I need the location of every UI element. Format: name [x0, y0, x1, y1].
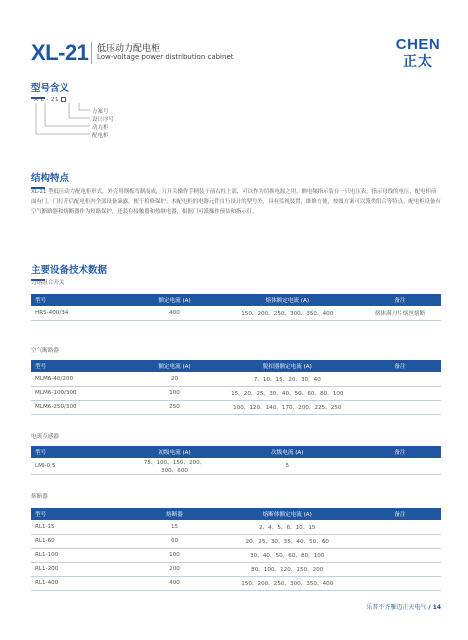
table-header: 备注 — [394, 512, 406, 518]
table-header: 次级电流 (A) — [271, 450, 304, 456]
table-current-transformer — [31, 446, 441, 475]
table-header: 额定电流 (A) — [158, 298, 191, 304]
table-cell: 250 — [134, 400, 216, 414]
header-divider — [91, 42, 92, 64]
table-row — [31, 520, 441, 534]
table-cell: 75、100、150、200、300、600 — [134, 458, 216, 475]
table-knife-fuse-switch — [31, 294, 441, 321]
table-cell: 100、120、140、170、200、225、250 — [216, 400, 360, 414]
code-label-distribution-cabinet: 配电柜 — [92, 133, 109, 139]
table-air-breaker — [31, 360, 441, 415]
table-cell — [359, 400, 441, 414]
table-caption-air-breaker: 空气断路器 — [31, 348, 59, 354]
table-cell: 200 — [134, 562, 216, 576]
table-cell: RL1-100 — [31, 548, 134, 562]
table-cell: LMI-0.5 — [31, 458, 134, 475]
code-label-power-cabinet: 动力柜 — [92, 125, 109, 131]
table-cell: RL1-15 — [31, 520, 134, 534]
table-cell: 100 — [134, 386, 216, 400]
section-heading-model-meaning: 型号含义 — [31, 80, 69, 99]
table-cell: 30、40、50、60、80、100 — [216, 548, 360, 562]
table-cell: 400 — [134, 306, 216, 320]
table-cell: MLM6-100/300 — [31, 386, 134, 400]
table-caption-current-transformer: 电流互感器 — [31, 434, 59, 440]
table-header: 备注 — [394, 364, 406, 370]
table-caption-fuse: 熔断器 — [31, 494, 48, 500]
table-cell: RL1-60 — [31, 534, 134, 548]
table-row — [31, 306, 441, 320]
table-cell: 20、25、30、35、40、50、60 — [216, 534, 360, 548]
table-cell: 2、4、5、6、10、15 — [216, 520, 360, 534]
table-cell: 7、10、15、20、30、40 — [216, 372, 360, 386]
table-fuse — [31, 508, 441, 591]
table-header: 熔体额定电流 (A) — [265, 298, 310, 304]
table-row — [31, 386, 441, 400]
table-cell: 150、200、250、300、350、400 — [216, 576, 360, 590]
logo-chinese: 正太 — [403, 54, 433, 70]
table-cell: 熔体满刀片熔丝熔断 — [359, 306, 441, 320]
section-heading-structure: 结构特点 — [31, 170, 69, 189]
table-cell: 15、20、25、30、40、50、60、80、100 — [216, 386, 360, 400]
table-header: 型号 — [35, 364, 47, 370]
table-row — [31, 372, 441, 386]
title-english: Low-voltage power distribution cabinet — [97, 53, 234, 61]
table-header: 型号 — [35, 450, 47, 456]
table-cell: MLM6-250/300 — [31, 400, 134, 414]
table-cell — [359, 534, 441, 548]
model-code-leader-lines — [34, 97, 94, 147]
table-row — [31, 458, 441, 475]
table-cell — [359, 562, 441, 576]
table-cell: HR5-400/34 — [31, 306, 134, 320]
table-cell: 150、200、250、300、350、400 — [216, 306, 360, 320]
table-cell: 15 — [134, 520, 216, 534]
table-cell: RL1-400 — [31, 576, 134, 590]
table-cell — [359, 372, 441, 386]
table-cell: 400 — [134, 576, 216, 590]
table-cell — [359, 458, 441, 475]
code-label-design-seq: 设计序号 — [92, 117, 115, 123]
structure-description: XL-21 型低压动力配电柜形式，外壳用钢板弯制而成，刀开关操作手柄装于前右柱上部，可以作为切换电源之用，额电频指示装在一只电压表，指示母线的电压，配电柜前面有门，门打开后配电柜内全部设备暴露，便于检修保护；本配电柜的电器元件自行设计的型号外，具有监视装置，维修方便，按图方案可以派类组合等特点。配电柜设备有空气断路器和熔断器作为短路保护，还装有接触器和热继电器，根据门可派操作预估和指示灯。 — [31, 189, 441, 215]
table-row — [31, 400, 441, 414]
table-header: 初级电流 (A) — [158, 450, 191, 456]
footer-text: 乐普不齐雁迈正天电气 — [366, 604, 427, 611]
table-header: 额定电流 (A) — [158, 364, 191, 370]
title-chinese: 低压动力配电柜 — [97, 44, 161, 54]
table-header: 备注 — [394, 298, 406, 304]
page-footer — [366, 602, 441, 611]
table-row — [31, 576, 441, 590]
model-code-prefix: X L - 21 — [34, 97, 60, 103]
table-header: 熔断器 — [166, 512, 183, 518]
table-cell — [359, 520, 441, 534]
table-cell: MLM6-40/200 — [31, 372, 134, 386]
table-header: 熔断体额定电流 (A) — [262, 512, 312, 518]
table-header: 脱扣器额定电流 (A) — [262, 364, 312, 370]
table-cell: 80、100、120、150、200 — [216, 562, 360, 576]
table-cell: 20 — [134, 372, 216, 386]
table-row — [31, 548, 441, 562]
table-cell — [359, 576, 441, 590]
table-row — [31, 534, 441, 548]
section-heading-main-equipment: 主要设备技术数据 — [31, 262, 107, 281]
table-row — [31, 562, 441, 576]
brand-logo — [395, 36, 441, 76]
table-header: 型号 — [35, 298, 47, 304]
table-cell: RL1-200 — [31, 562, 134, 576]
page-number: / 14 — [428, 604, 441, 611]
table-cell — [359, 386, 441, 400]
table-caption-knife-fuse-switch: 刀熔组合开关 — [31, 280, 65, 286]
table-header: 备注 — [394, 450, 406, 456]
page-header — [31, 36, 441, 76]
logo-wordmark: CHEN — [395, 36, 441, 53]
table-header: 型号 — [35, 512, 47, 518]
model-code-diagram — [34, 97, 154, 147]
table-cell: 60 — [134, 534, 216, 548]
table-cell — [359, 548, 441, 562]
code-label-scheme: 方案号 — [92, 109, 109, 115]
model-number: XL-21 — [31, 40, 89, 65]
table-cell: 5 — [216, 458, 360, 475]
table-cell: 100 — [134, 548, 216, 562]
